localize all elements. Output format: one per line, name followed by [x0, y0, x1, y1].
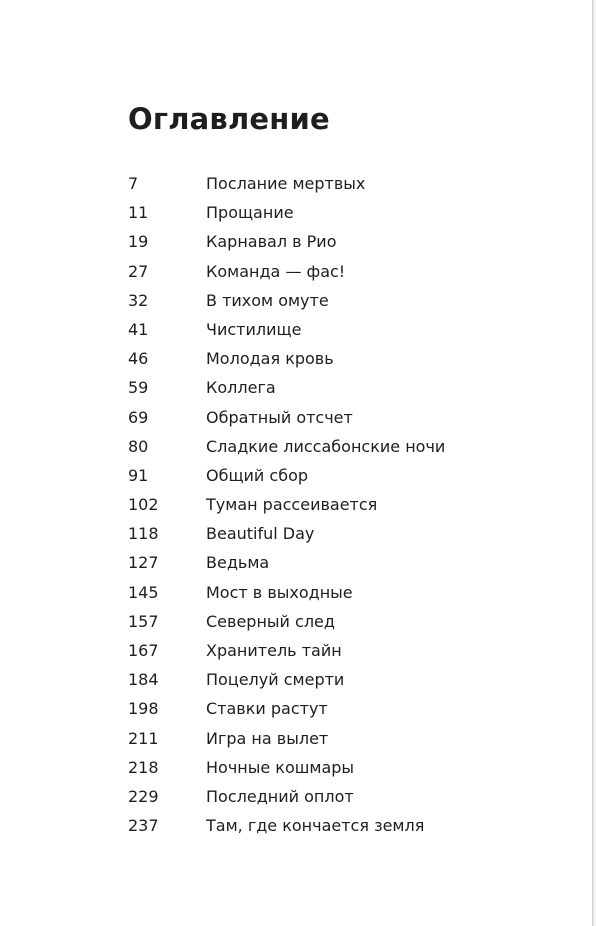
toc-chapter-title: Туман рассеивается	[206, 495, 378, 515]
toc-chapter-title: Игра на вылет	[206, 728, 329, 748]
toc-entry	[0, 432, 590, 461]
toc-entry	[0, 578, 590, 607]
toc-chapter-title: Сладкие лиссабонские ночи	[206, 436, 446, 456]
toc-chapter-title: Послание мертвых	[206, 174, 366, 193]
toc-chapter-title: Общий сбор	[206, 465, 309, 485]
toc-page-number: 157	[128, 611, 159, 631]
toc-page-number: 118	[128, 524, 159, 544]
toc-entry	[0, 403, 590, 432]
toc-page-number: 32	[128, 290, 149, 310]
toc-entry	[0, 519, 590, 548]
toc-page-number: 59	[128, 378, 149, 398]
toc-chapter-title: Ставки растут	[206, 699, 328, 719]
toc-entry	[0, 811, 590, 840]
toc-entry	[0, 344, 590, 373]
toc-page-number: 218	[128, 757, 159, 777]
toc-page-number: 184	[128, 670, 159, 690]
toc-chapter-title: Обратный отсчет	[206, 407, 353, 427]
toc-chapter-title: Прощание	[206, 203, 294, 223]
toc-page-number: 27	[128, 261, 149, 281]
toc-entry	[0, 461, 590, 490]
toc-chapter-title: Мост в выходные	[206, 582, 353, 602]
toc-entry	[0, 607, 590, 636]
toc-entry	[0, 490, 590, 519]
toc-entry	[0, 548, 590, 577]
toc-page-number: 11	[128, 203, 149, 223]
toc-entry	[0, 315, 590, 344]
toc-chapter-title: В тихом омуте	[206, 290, 329, 310]
toc-page-number: 91	[128, 465, 149, 485]
page-title: Оглавление	[128, 102, 330, 136]
toc-page-number: 167	[128, 641, 159, 660]
toc-entry	[0, 694, 590, 723]
toc-chapter-title: Карнавал в Рио	[206, 232, 337, 252]
toc-page-number: 80	[128, 436, 149, 456]
toc-entry	[0, 227, 590, 256]
toc-chapter-title: Команда — фас!	[206, 261, 346, 281]
toc-page-number: 19	[128, 232, 149, 252]
toc-chapter-title: Ночные кошмары	[206, 757, 355, 777]
toc-page-number: 102	[128, 495, 159, 515]
toc-page-number: 127	[128, 553, 159, 573]
toc-page-number: 237	[128, 816, 159, 836]
toc-chapter-title: Молодая кровь	[206, 349, 334, 369]
toc-entry	[0, 636, 590, 665]
toc-entry	[0, 665, 590, 694]
toc-page-number: 198	[128, 699, 159, 719]
toc-chapter-title: Там, где кончается земля	[206, 816, 425, 836]
toc-chapter-title: Коллега	[206, 378, 276, 398]
toc-entry	[0, 169, 590, 198]
toc-page-number: 46	[128, 349, 149, 369]
toc-entry	[0, 257, 590, 286]
toc-entry	[0, 373, 590, 402]
toc-page-number: 229	[128, 786, 159, 806]
toc-page-number: 145	[128, 582, 159, 602]
toc-chapter-title: Хранитель тайн	[206, 641, 342, 660]
toc-entry	[0, 286, 590, 315]
toc-chapter-title: Последний оплот	[206, 786, 354, 806]
toc-entry	[0, 198, 590, 227]
toc-chapter-title: Beautiful Day	[206, 524, 315, 544]
toc-chapter-title: Поцелуй смерти	[206, 670, 345, 690]
toc-chapter-title: Чистилище	[206, 319, 302, 339]
toc-entry	[0, 753, 590, 782]
toc-entry	[0, 782, 590, 811]
toc-page-number: 69	[128, 407, 149, 427]
toc-page-number: 7	[128, 174, 139, 193]
toc-entry	[0, 724, 590, 753]
toc-chapter-title: Северный след	[206, 611, 335, 631]
toc-page-number: 41	[128, 319, 149, 339]
table-of-contents	[0, 169, 590, 840]
toc-chapter-title: Ведьма	[206, 553, 270, 573]
toc-page-number: 211	[128, 728, 159, 748]
